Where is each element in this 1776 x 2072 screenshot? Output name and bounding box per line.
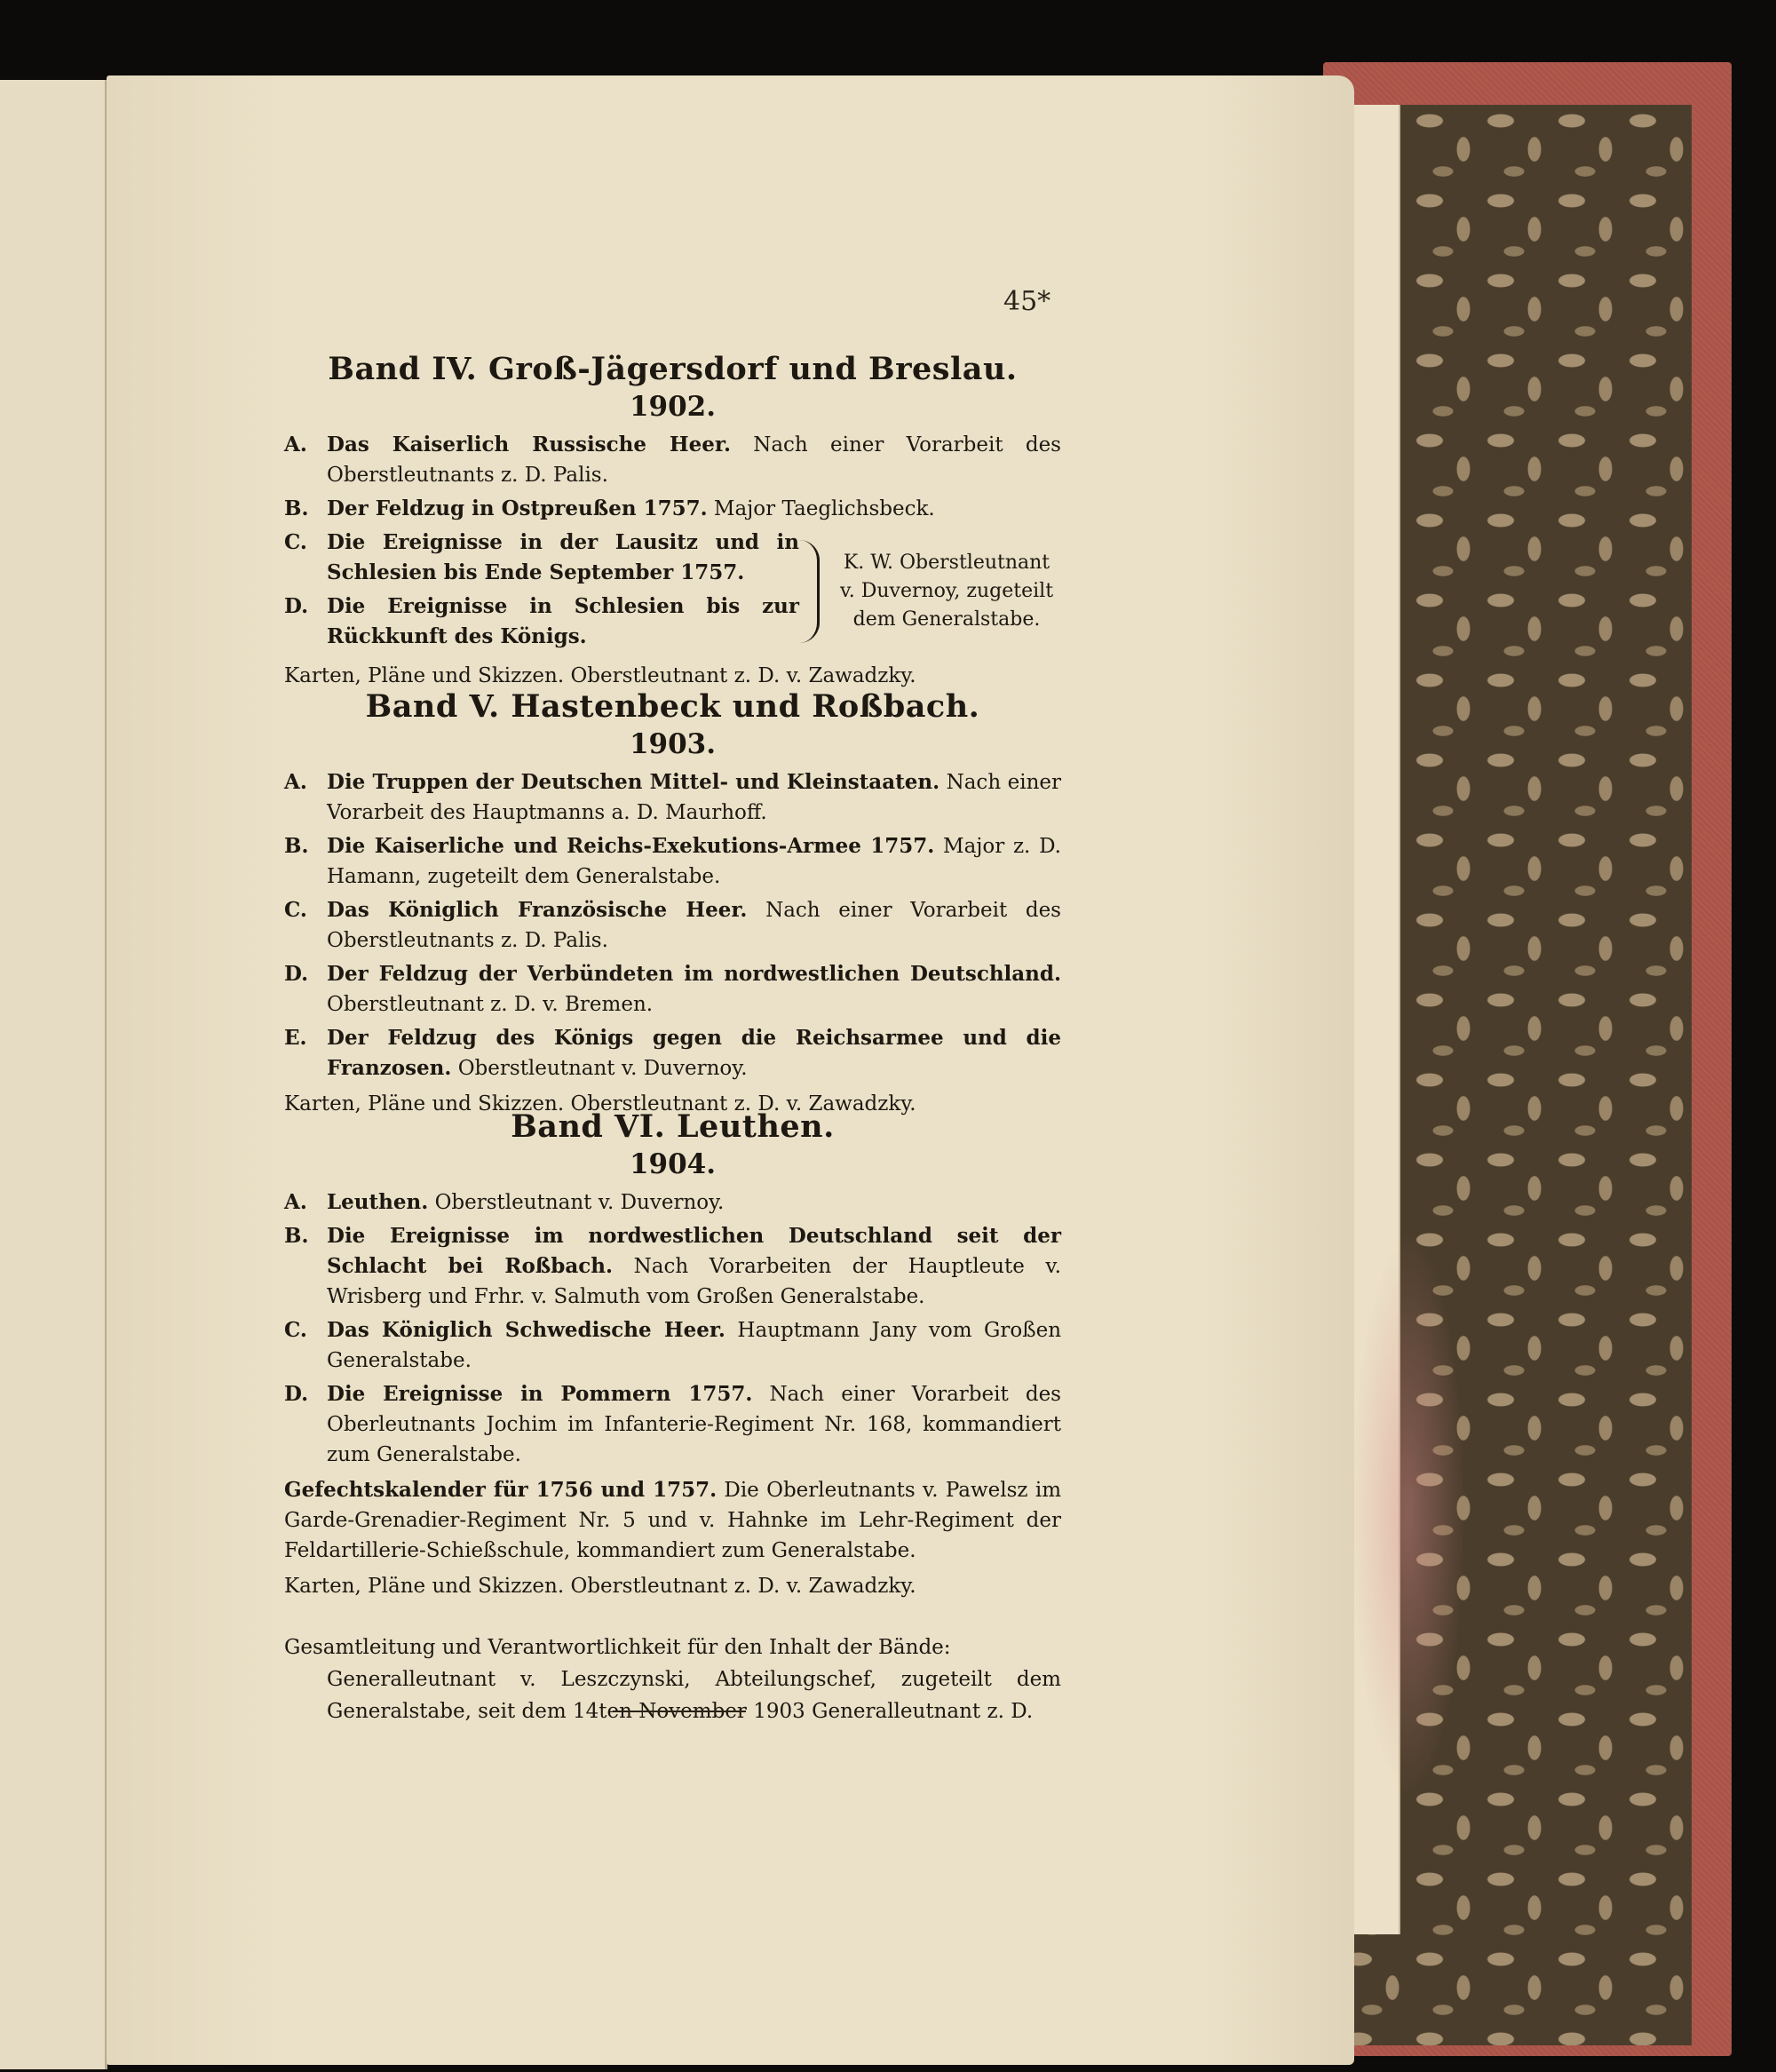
entry [284,895,1061,956]
bracket-author [832,549,1061,634]
left-facing-page [0,80,107,2069]
closing-rule [613,1711,746,1712]
entry-label: C. [284,898,307,922]
entry [284,1187,1061,1218]
entry-text: Nach einer Vorarbeit des Oberstleutnants z. D. Palis. [327,433,1061,487]
entry-label: A. [284,770,307,794]
section-year: 1904. [629,1148,717,1180]
entry-text: Major Taeglichsbeck. [713,497,935,520]
maps-note: Karten, Pläne und Skizzen. Oberstleutnant z. D. v. Zawadzky. [284,1575,916,1598]
calendar-entry [284,1475,1061,1566]
entry [284,528,799,588]
entry-label: A. [284,433,307,456]
entry-title: Das Königlich Schwedische Heer. [327,1318,725,1342]
author-line: v. Duvernoy, zugeteilt [839,580,1054,602]
entry-label: B. [284,1224,309,1248]
entry-title: Der Feldzug des Königs gegen die Reichsarmee und die Franzosen. [327,1026,1061,1080]
entry-title: Das Kaiserlich Russische Heer. [327,433,731,456]
maps-note: Karten, Pläne und Skizzen. Oberstleutnant z. D. v. Zawadzky. [284,664,916,687]
entry-text: Nach Vorarbeiten der Hauptleute v. Wrisberg und Frhr. v. Salmuth vom Großen Generalstabe. [327,1255,1061,1308]
curly-brace [799,540,820,643]
page-number: 45* [1003,286,1051,317]
entry-text: Major z. D. Hamann, zugeteilt dem Generalstabe. [327,835,1061,888]
entry-title: Die Ereignisse in der Lausitz und in Schlesien bis Ende September 1757. [327,530,799,584]
maps-note: Karten, Pläne und Skizzen. Oberstleutnant z. D. v. Zawadzky. [284,1092,916,1115]
entry [284,591,799,652]
author-line: dem Generalstabe. [852,608,1041,631]
entry-title: Der Feldzug der Verbündeten im nordwestlichen Deutschland. [327,962,1061,986]
section-title: Band IV. Groß-Jägersdorf und Breslau. [328,351,1018,387]
entry-text: Nach einer Vorarbeit des Oberstleutnants z. D. Palis. [327,899,1061,952]
entry-label: C. [284,1318,307,1342]
entry-label: B. [284,834,309,858]
calendar-text: Die Oberleutnants v. Pawelsz im Garde-Grenadier-Regiment Nr. 5 und v. Hahnke im Lehr-Regiment der Feldartillerie-Schießschule, kommandiert zum Generalstabe. [284,1479,1062,1562]
entry-label: C. [284,530,307,554]
entry-title: Die Truppen der Deutschen Mittel- und Kleinstaaten. [327,770,940,794]
bracketed-entries [284,528,1061,655]
entry [284,767,1061,828]
entry-text: Hauptmann Jany vom Großen Generalstabe. [327,1319,1062,1372]
entry-label: E. [284,1026,307,1050]
section-title: Band VI. Leuthen. [511,1108,835,1145]
entry-label: B. [284,496,309,520]
entry-label: A. [284,1190,307,1214]
calendar-title: Gefechtskalender für 1756 und 1757. [284,1478,718,1502]
section-band-iv [284,351,1061,691]
section-title: Band V. Hastenbeck und Roßbach. [365,688,980,725]
entry [284,831,1061,892]
entry-title: Leuthen. [327,1190,429,1214]
entry [284,1379,1061,1470]
overall-responsibility [284,1631,1061,1727]
section-year: 1903. [629,728,717,760]
entry-text: Oberstleutnant v. Duvernoy. [434,1191,725,1214]
entry [284,1221,1061,1312]
entry-text: Nach einer Vorarbeit des Oberleutnants Jochim im Infanterie-Regiment Nr. 168, kommandiert zum Generalstabe. [327,1383,1061,1466]
author-line: K. W. Oberstleutnant [843,552,1051,574]
entry-label: D. [284,962,309,986]
entry-title: Die Kaiserliche und Reichs-Exekutions-Armee 1757. [327,834,935,858]
overall-heading: Gesamtleitung und Verantwortlichkeit für den Inhalt der Bände: [284,1636,951,1659]
entry-text: Nach einer Vorarbeit des Hauptmanns a. D. Maurhoff. [327,771,1062,824]
entry-label: D. [284,594,309,618]
entry-label: D. [284,1382,309,1406]
entry [284,1315,1061,1376]
entry [284,494,1061,524]
entry-title: Die Ereignisse im nordwestlichen Deutschland seit der Schlacht bei Roßbach. [327,1224,1061,1278]
entry [284,959,1061,1020]
entry-text: Oberstleutnant v. Duvernoy. [457,1057,748,1080]
section-band-vi [284,1108,1061,1727]
entry-title: Die Ereignisse in Schlesien bis zur Rückkunft des Königs. [327,594,799,648]
entry-title: Der Feldzug in Ostpreußen 1757. [327,496,708,520]
overall-text: Generalleutnant v. Leszczynski, Abteilungschef, zugeteilt dem Generalstabe, seit dem 14ten November 1903 Generalleutnant z. D. [327,1668,1061,1723]
entry [284,1023,1061,1084]
section-band-v [284,688,1061,1119]
entry [284,430,1061,490]
entry-title: Das Königlich Französische Heer. [327,898,748,922]
page-stain [1350,1230,1465,1798]
entry-text: Oberstleutnant z. D. v. Bremen. [327,993,654,1016]
section-year: 1902. [629,391,717,423]
entry-title: Die Ereignisse in Pommern 1757. [327,1382,753,1406]
